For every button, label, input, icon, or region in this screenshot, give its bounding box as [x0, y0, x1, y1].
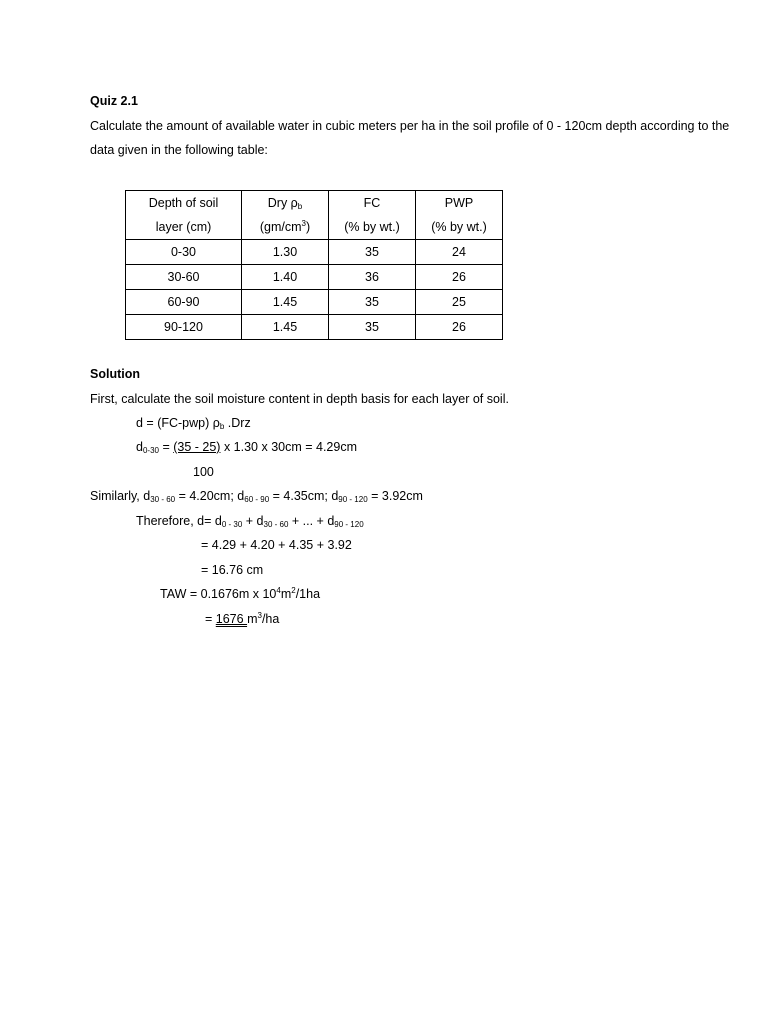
- header-density: [242, 191, 329, 240]
- answer-eq: =: [205, 612, 216, 626]
- similarly-s3: 90 - 120: [338, 495, 368, 504]
- table-cell: 60-90: [126, 290, 242, 315]
- table-row: [126, 265, 503, 290]
- soil-data-table: [125, 190, 503, 340]
- header-pwp-line1: PWP: [444, 196, 474, 210]
- taw-c: /1ha: [295, 587, 321, 601]
- sum-line: = 4.29 + 4.20 + 4.35 + 3.92: [201, 538, 352, 552]
- therefore-s2: 30 - 60: [263, 520, 289, 529]
- header-pwp: [416, 191, 503, 240]
- fraction-denominator: 100: [193, 465, 214, 479]
- total-line: = 16.76 cm: [201, 563, 264, 577]
- formula-sub: b: [219, 422, 225, 431]
- question-line-2: data given in the following table:: [90, 143, 268, 157]
- formula-part-a: d = (FC-pwp) ρ: [136, 416, 220, 430]
- therefore-p1: Therefore, d= d: [136, 514, 222, 528]
- table-cell: 35: [329, 290, 416, 315]
- formula-part-b: .Drz: [224, 416, 251, 430]
- table-cell: 1.45: [242, 290, 329, 315]
- header-density-sub: b: [297, 202, 303, 211]
- therefore-s3: 90 - 120: [334, 520, 364, 529]
- header-depth: [126, 191, 242, 240]
- table-cell: 25: [416, 290, 503, 315]
- similarly-s2: 60 - 90: [244, 495, 270, 504]
- header-depth-line2: layer (cm): [155, 220, 212, 234]
- similarly-line: [90, 488, 423, 504]
- answer-line: [205, 611, 279, 627]
- formula-line: [136, 415, 251, 431]
- table-row: [126, 240, 503, 265]
- header-density-sup: 3: [301, 219, 306, 228]
- therefore-p2: + d: [242, 514, 264, 528]
- taw-sup1: 4: [276, 586, 281, 595]
- table-row: [126, 290, 503, 315]
- table-cell: 26: [416, 315, 503, 340]
- similarly-p3: = 4.35cm; d: [269, 489, 339, 503]
- table-row: [126, 315, 503, 340]
- header-density-end: ): [305, 220, 311, 234]
- header-fc-line1: FC: [363, 196, 381, 210]
- answer-value: 1676: [215, 612, 248, 626]
- taw-b: m: [280, 587, 292, 601]
- header-density-line2: (gm/cm: [259, 220, 302, 234]
- fraction-numerator: (35 - 25): [173, 440, 221, 454]
- table-cell: 24: [416, 240, 503, 265]
- taw-sup2: 2: [291, 586, 296, 595]
- table-cell: 26: [416, 265, 503, 290]
- table-cell: 1.30: [242, 240, 329, 265]
- therefore-s1: 0 - 30: [221, 520, 243, 529]
- example-eq: =: [158, 440, 174, 454]
- example-d: d: [136, 440, 143, 454]
- header-fc-line2: (% by wt.): [344, 220, 400, 234]
- header-density-line1: Dry ρ: [267, 196, 298, 210]
- example-sub: 0-30: [142, 446, 159, 455]
- similarly-p1: Similarly, d: [90, 489, 151, 503]
- quiz-title: Quiz 2.1: [90, 94, 138, 108]
- table-cell: 35: [329, 240, 416, 265]
- solution-heading: Solution: [90, 367, 140, 381]
- answer-tail: /ha: [261, 612, 280, 626]
- answer-sup: 3: [257, 611, 262, 620]
- table-cell: 30-60: [126, 265, 242, 290]
- example-calculation: [136, 439, 357, 455]
- header-fc: [329, 191, 416, 240]
- table-cell: 35: [329, 315, 416, 340]
- table-cell: 36: [329, 265, 416, 290]
- solution-intro: First, calculate the soil moisture content in depth basis for each layer of soil.: [90, 392, 509, 406]
- table-cell: 90-120: [126, 315, 242, 340]
- header-depth-line1: Depth of soil: [148, 196, 219, 210]
- therefore-p3: + ... + d: [288, 514, 335, 528]
- therefore-line: [136, 513, 364, 529]
- similarly-p2: = 4.20cm; d: [175, 489, 245, 503]
- table-cell: 0-30: [126, 240, 242, 265]
- answer-unit: m: [247, 612, 258, 626]
- question-line-1: Calculate the amount of available water in cubic meters per ha in the soil profile of 0 - 120cm depth according to the: [90, 119, 730, 133]
- table-cell: 1.40: [242, 265, 329, 290]
- similarly-s1: 30 - 60: [150, 495, 176, 504]
- table-cell: 1.45: [242, 315, 329, 340]
- table-header-row: [126, 191, 503, 240]
- similarly-p4: = 3.92cm: [367, 489, 423, 503]
- example-rest: x 1.30 x 30cm = 4.29cm: [220, 440, 357, 454]
- header-pwp-line2: (% by wt.): [431, 220, 487, 234]
- taw-line: [160, 586, 320, 602]
- taw-a: TAW = 0.1676m x 10: [160, 587, 277, 601]
